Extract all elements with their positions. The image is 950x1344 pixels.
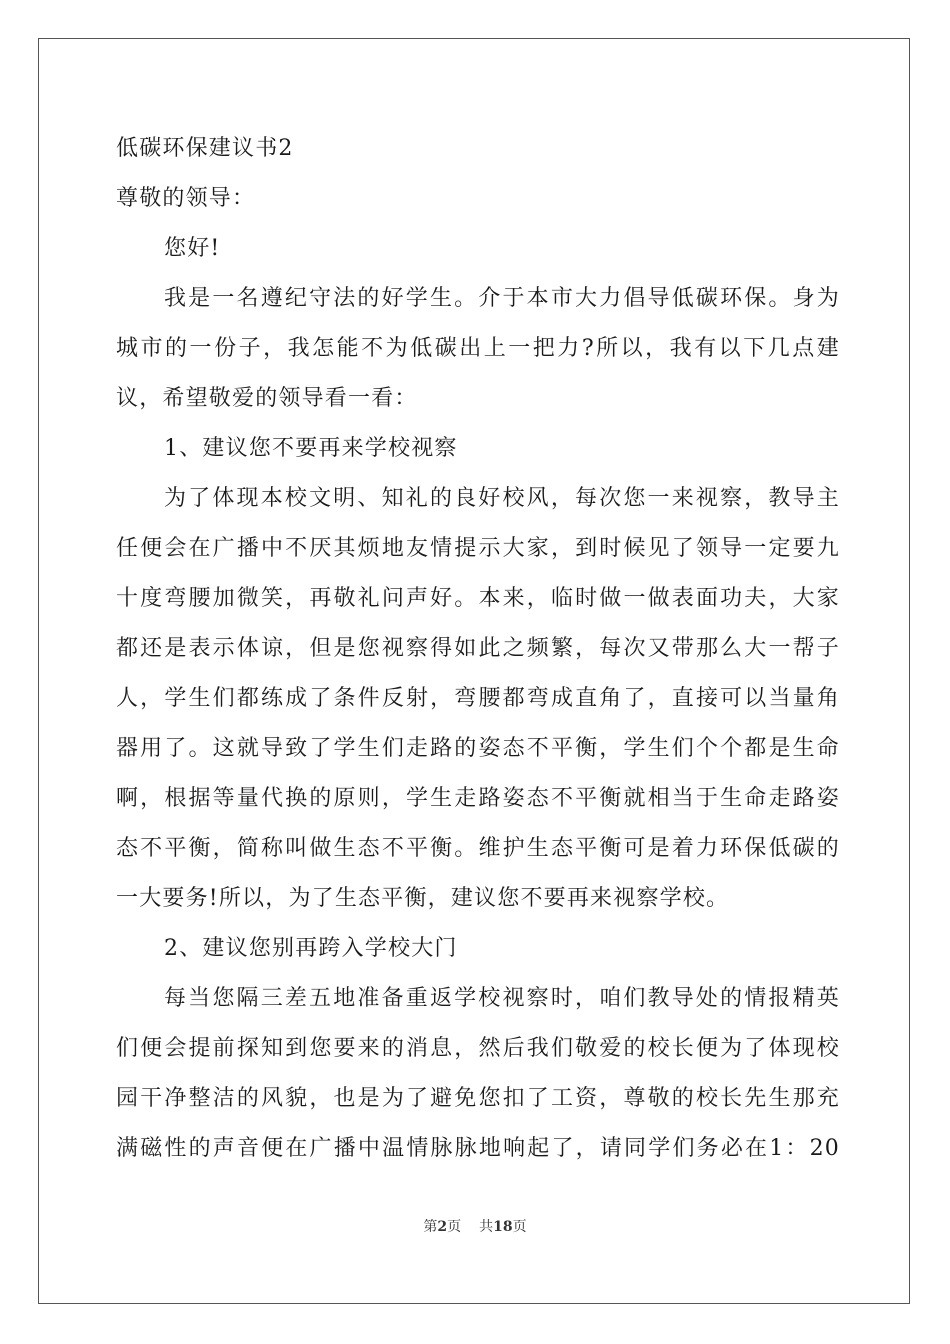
paragraph-line: 一大要务!所以，为了生态平衡，建议您不要再来视察学校。 — [116, 886, 730, 911]
paragraph-line: 城市的一份子，我怎能不为低碳出上一把力?所以，我有以下几点建 — [116, 336, 840, 361]
paragraph-line: 园干净整洁的风貌，也是为了避免您扣了工资，尊敬的校长先生那充 — [116, 1086, 840, 1111]
paragraph-line: 啊，根据等量代换的原则，学生走路姿态不平衡就相当于生命走路姿 — [116, 786, 840, 811]
page-total: 18 — [493, 1219, 513, 1235]
document-body — [116, 124, 840, 1174]
section-heading: 2、建议您别再跨入学校大门 — [164, 936, 458, 961]
salutation: 尊敬的领导： — [116, 186, 256, 211]
paragraph-line: 器用了。这就导致了学生们走路的姿态不平衡，学生们个个都是生命 — [116, 736, 840, 761]
page-current: 2 — [437, 1219, 448, 1235]
paragraph-line: 满磁性的声音便在广播中温情脉脉地响起了，请同学们务必在1：20 — [116, 1136, 840, 1161]
paragraph-line: 任便会在广播中不厌其烦地友情提示大家，到时候见了领导一定要九 — [116, 536, 840, 561]
page-footer — [0, 1216, 950, 1236]
page-suffix: 页 — [447, 1219, 462, 1235]
page-prefix: 第 — [423, 1219, 438, 1235]
paragraph-line: 我是一名遵纪守法的好学生。介于本市大力倡导低碳环保。身为 — [164, 286, 840, 311]
total-prefix: 共 — [479, 1219, 494, 1235]
paragraph-line: 态不平衡，简称叫做生态不平衡。维护生态平衡可是着力环保低碳的 — [116, 836, 840, 861]
paragraph-line: 人，学生们都练成了条件反射，弯腰都弯成直角了，直接可以当量角 — [116, 686, 840, 711]
paragraph-line: 议，希望敬爱的领导看一看： — [116, 386, 418, 411]
paragraph-line: 为了体现本校文明、知礼的良好校风，每次您一来视察，教导主 — [164, 486, 840, 511]
section-heading: 1、建议您不要再来学校视察 — [164, 436, 458, 461]
paragraph-line: 每当您隔三差五地准备重返学校视察时，咱们教导处的情报精英 — [164, 986, 840, 1011]
paragraph-line: 都还是表示体谅，但是您视察得如此之频繁，每次又带那么大一帮子 — [116, 636, 840, 661]
document-title: 低碳环保建议书2 — [116, 136, 294, 161]
paragraph-line: 十度弯腰加微笑，再敬礼问声好。本来，临时做一做表面功夫，大家 — [116, 586, 840, 611]
total-suffix: 页 — [512, 1219, 527, 1235]
greeting: 您好! — [164, 236, 221, 261]
paragraph-line: 们便会提前探知到您要来的消息，然后我们敬爱的校长便为了体现校 — [116, 1036, 840, 1061]
